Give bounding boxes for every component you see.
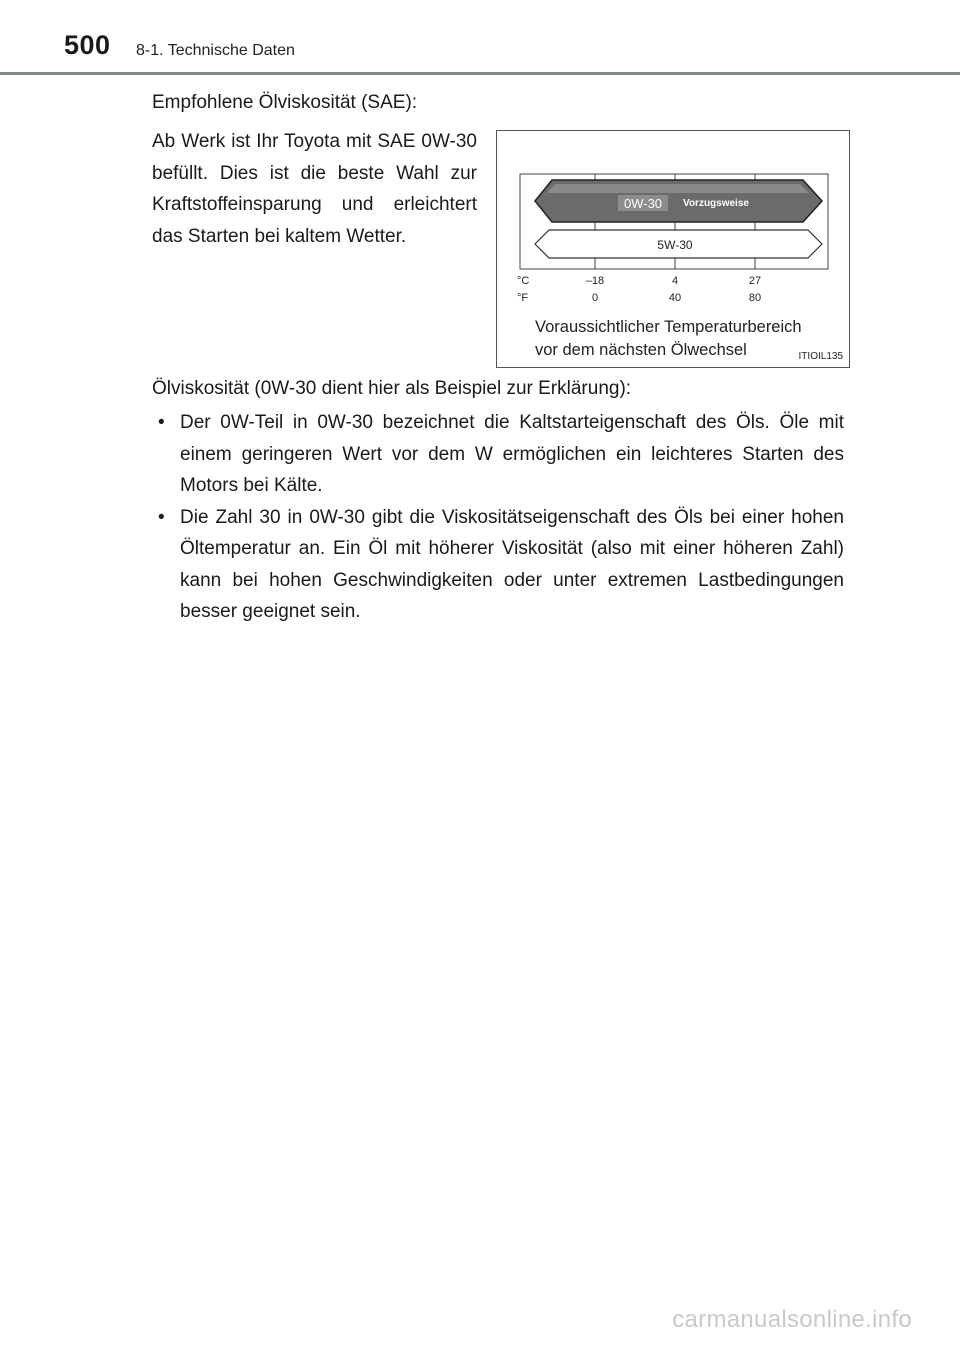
bar-0w30-highlight — [547, 184, 809, 193]
intro-paragraph: Ab Werk ist Ihr Toyota mit SAE 0W-30 befüllt. Dies ist die beste Wahl zur Kraftstoffeinsparung und erleichtert das Starten bei kaltem Wetter. — [152, 131, 477, 247]
bar-5w30-label: 5W-30 — [657, 238, 693, 252]
unit-fahrenheit: °F — [517, 292, 529, 304]
page-number: 500 — [64, 30, 111, 60]
bullet-list — [152, 407, 844, 628]
bar-0w30-tag: Vorzugsweise — [683, 198, 749, 209]
figure-caption-line-1: Voraussichtlicher Temperaturbereich — [535, 318, 802, 336]
heading: Empfohlene Ölviskosität (SAE): — [152, 92, 418, 113]
list-item — [152, 407, 844, 502]
section-title: 8-1. Technische Daten — [136, 42, 295, 59]
list-item — [152, 502, 844, 628]
bullet-marker: • — [158, 506, 165, 528]
body-lead: Ölviskosität (0W-30 dient hier als Beispiel zur Erklärung): — [152, 378, 632, 399]
tick-f-3: 80 — [748, 292, 762, 304]
header-divider — [0, 72, 960, 75]
figure-caption — [535, 316, 802, 362]
list-item-text: Der 0W-Teil in 0W-30 bezeichnet die Kaltstarteigenschaft des Öls. Öle mit einem geringeren Wert vor dem W ermöglichen ein leichteres Starten des Motors bei Kälte. — [180, 412, 844, 496]
watermark: carmanualsonline.info — [672, 1306, 912, 1333]
tick-f-2: 40 — [668, 292, 682, 304]
tick-f-1: 0 — [591, 292, 599, 304]
bar-0w30-label: 0W-30 — [623, 196, 663, 211]
unit-celsius: °C — [517, 275, 530, 287]
list-item-text: Die Zahl 30 in 0W-30 gibt die Viskositätseigenschaft des Öls bei einer hohen Öltemperatur an. Ein Öl mit höherer Viskosität (also mit einer höheren Zahl) kann bei hohen Geschwindigkeiten oder unter extremen Lastbedingungen besser geeignet sein. — [180, 506, 844, 622]
tick-c-1: –18 — [585, 275, 605, 287]
tick-c-2: 4 — [671, 275, 679, 287]
viscosity-figure — [496, 130, 850, 368]
bullet-marker: • — [158, 412, 165, 433]
figure-id: ITIOIL135 — [798, 351, 843, 362]
tick-c-3: 27 — [748, 275, 762, 287]
figure-caption-line-2: vor dem nächsten Ölwechsel — [535, 341, 747, 359]
